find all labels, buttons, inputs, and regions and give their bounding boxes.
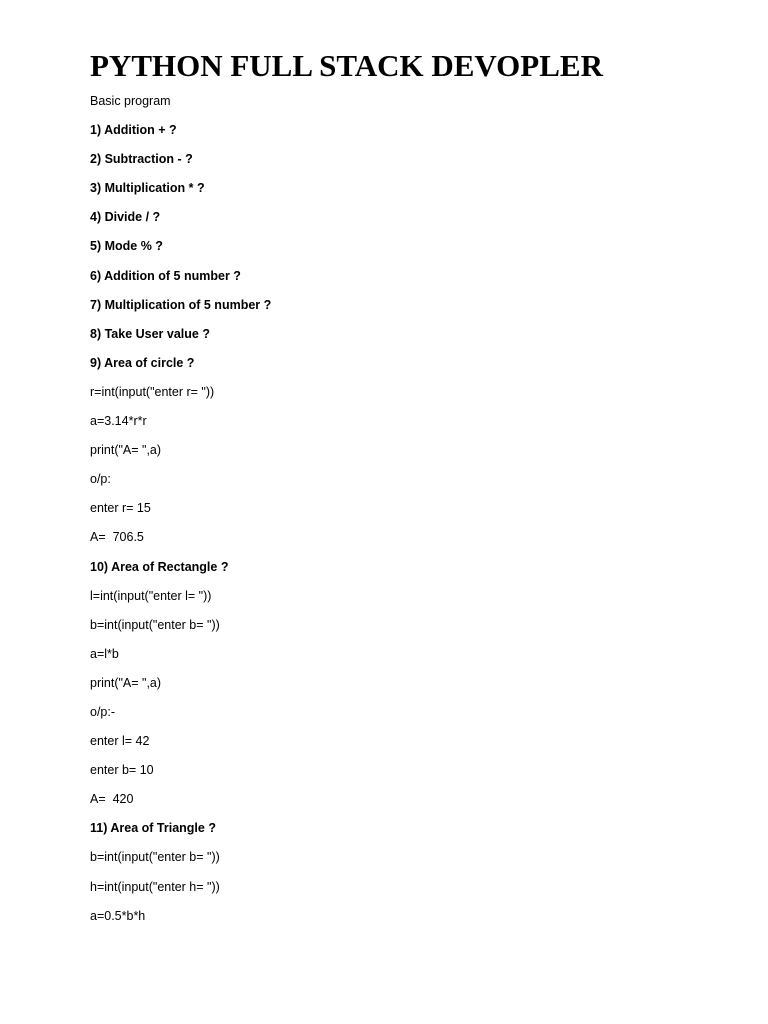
text-line: enter l= 42 xyxy=(90,734,150,749)
question-heading: 10) Area of Rectangle ? xyxy=(90,559,229,574)
question-heading: 1) Addition + ? xyxy=(90,123,177,138)
question-heading: 2) Subtraction - ? xyxy=(90,152,193,167)
text-line: a=l*b xyxy=(90,646,119,661)
text-line: r=int(input("enter r= ")) xyxy=(90,384,215,399)
text-line: A= 706.5 xyxy=(90,530,144,545)
text-line: o/p:- xyxy=(90,704,116,719)
text-line: h=int(input("enter h= ")) xyxy=(90,879,220,894)
question-heading: 6) Addition of 5 number ? xyxy=(90,268,241,283)
text-line: o/p: xyxy=(90,472,111,487)
text-line: enter r= 15 xyxy=(90,501,151,516)
question-heading: 7) Multiplication of 5 number ? xyxy=(90,297,272,312)
text-line: A= 420 xyxy=(90,792,134,807)
document-body xyxy=(90,92,730,936)
question-heading: 8) Take User value ? xyxy=(90,326,210,341)
text-line: print("A= ",a) xyxy=(90,675,162,690)
text-line: a=3.14*r*r xyxy=(90,414,147,429)
text-line: enter b= 10 xyxy=(90,763,154,778)
text-line: print("A= ",a) xyxy=(90,443,162,458)
question-heading: 11) Area of Triangle ? xyxy=(90,821,216,836)
document-title: PYTHON FULL STACK DEVOPLER xyxy=(90,48,603,83)
text-line: l=int(input("enter l= ")) xyxy=(90,588,212,603)
question-heading: 3) Multiplication * ? xyxy=(90,181,205,196)
question-heading: 4) Divide / ? xyxy=(90,210,161,225)
question-heading: 5) Mode % ? xyxy=(90,239,163,254)
text-line: b=int(input("enter b= ")) xyxy=(90,850,220,865)
text-line: a=0.5*b*h xyxy=(90,908,146,923)
question-heading: 9) Area of circle ? xyxy=(90,355,195,370)
document-page xyxy=(90,48,730,936)
text-line: Basic program xyxy=(90,94,171,108)
text-line: b=int(input("enter b= ")) xyxy=(90,617,220,632)
